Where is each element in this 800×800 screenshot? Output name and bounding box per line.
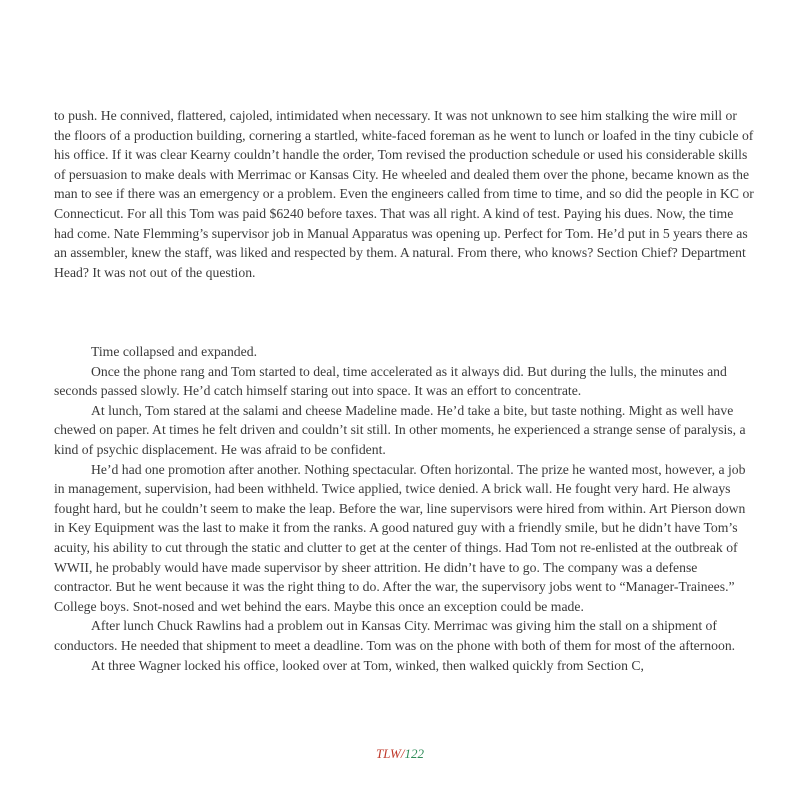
- text-block-bottom: [54, 342, 754, 675]
- paragraph: He’d had one promotion after another. Nothing spectacular. Often horizontal. The prize he wanted most, however, a job in management, supervision, had been withheld. Twice applied, twice denied. A brick wall. He fought very hard. He always fought hard, but he couldn’t seem to make the leap. Before the war, line supervisors were hired from within. Art Pierson down in Key Equipment was the last to make it from the ranks. A good natured guy with a friendly smile, but he didn’t have Tom’s acuity, his ability to cut through the static and clutter to get at the center of things. Had Tom not re-enlisted at the outbreak of WWII, he probably would have made supervisor by sheer attrition. He didn’t have to go. The company was a defense contractor. But he went because it was the right thing to do. After the war, the supervisory jobs went to “Manager-Trainees.” College boys. Snot-nosed and wet behind the ears. Maybe this once an exception could be made.: [54, 461, 746, 614]
- paragraph: At lunch, Tom stared at the salami and cheese Madeline made. He’d take a bite, but taste nothing. Might as well have chewed on paper. At times he felt driven and couldn’t sit still. In other moments, he experienced a strange sense of paralysis, a kind of psychic displacement. He was afraid to be confident.: [54, 402, 746, 457]
- paragraph: At three Wagner locked his office, looked over at Tom, winked, then walked quickly from Section C,: [91, 657, 644, 673]
- paragraph-continuation: to push. He connived, flattered, cajoled, intimidated when necessary. It was not unknown to see him stalking the wire mill or the floors of a production building, cornering a startled, white-faced foreman as he went to lunch or loafed in the tiny cubicle of his office. If it was clear Kearny couldn’t handle the order, Tom revised the production schedule or used his considerable skills of persuasion to make deals with Merrimac or Kansas City. He wheeled and dealed them over the phone, became known as the man to see if there was an emergency or a problem. Even the engineers called from time to time, and so did the people in KC or Connecticut. For all this Tom was paid $6240 before taxes. That was all right. A kind of test. Paying his dues. Now, the time had come. Nate Flemming’s supervisor job in Manual Apparatus was opening up. Perfect for Tom. He’d put in 5 years there as an assembler, knew the staff, was liked and respected by them. A natural. From there, who knows? Section Chief? Department Head? It was not out of the question.: [54, 108, 754, 280]
- paragraph: After lunch Chuck Rawlins had a problem out in Kansas City. Merrimac was giving him the stall on a shipment of conductors. He needed that shipment to meet a deadline. Tom was on the phone with both of them for most of the afternoon.: [54, 618, 736, 653]
- page-number: 122: [404, 746, 424, 761]
- paragraph: Time collapsed and expanded.: [91, 344, 257, 359]
- footer-mark: TLW/: [376, 746, 405, 761]
- page-footer: [0, 746, 800, 762]
- text-block-top: [54, 106, 754, 282]
- paragraph: Once the phone rang and Tom started to deal, time accelerated as it always did. But during the lulls, the minutes and seconds passed slowly. He’d catch himself staring out into space. It was an effort to concentrate.: [54, 363, 727, 399]
